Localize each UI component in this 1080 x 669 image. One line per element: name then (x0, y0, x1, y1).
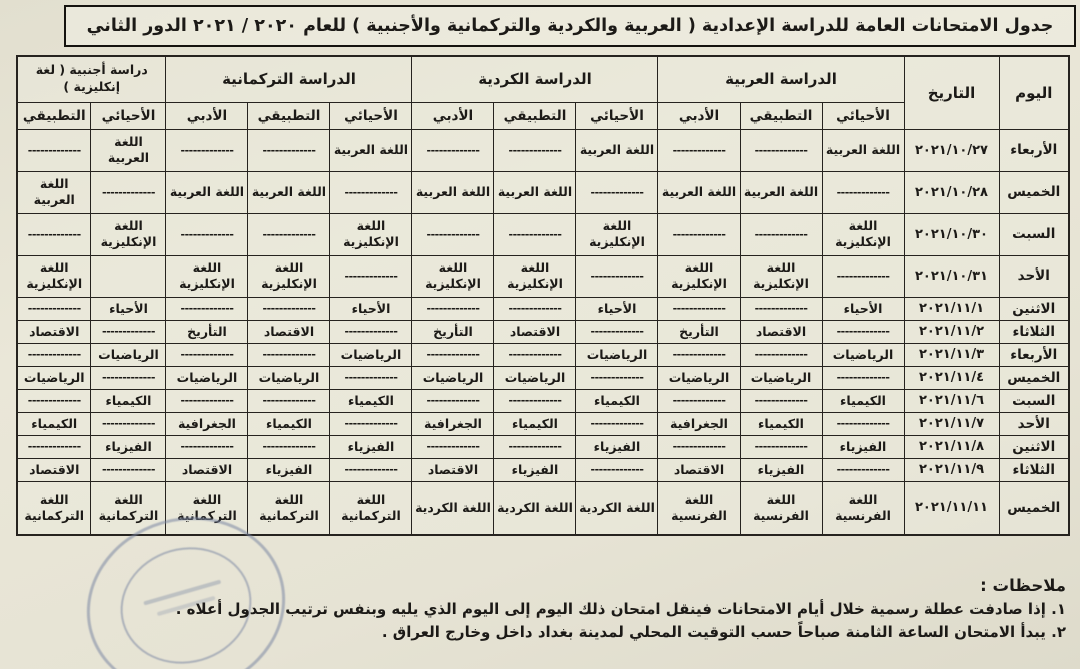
table-group-header-row (17, 56, 1069, 102)
no-exam-cell: ------------- (412, 343, 494, 366)
note-line-1: ١. إذا صادفت عطلة رسمية خلال أيام الامتحانات فينقل امتحان ذلك اليوم إلى اليوم الذي يليه وبنفس ترتيب الجدول أعلاه . (175, 600, 1066, 618)
subject-cell: الجغرافية (658, 412, 740, 435)
stream-header-kurdish-literary: الأدبي (412, 102, 494, 129)
subject-cell: الاقتصاد (17, 320, 91, 343)
date-cell: ٢٠٢١/١١/٤ (904, 366, 999, 389)
no-exam-cell: ------------- (822, 320, 904, 343)
no-exam-cell: ------------- (330, 412, 412, 435)
subject-cell: اللغة الإنكليزية (740, 255, 822, 297)
no-exam-cell: ------------- (166, 297, 248, 320)
no-exam-cell: ------------- (248, 389, 330, 412)
table-row (17, 435, 1069, 458)
subject-cell: الرياضيات (740, 366, 822, 389)
day-cell: الاثنين (999, 297, 1069, 320)
subject-cell: الرياضيات (576, 343, 658, 366)
no-exam-cell: ------------- (576, 366, 658, 389)
stream-header-foreign-applied: التطبيقي (17, 102, 91, 129)
no-exam-cell: ------------- (658, 389, 740, 412)
stream-header-arabic-biology: الأحيائي (822, 102, 904, 129)
stream-header-arabic-literary: الأدبي (658, 102, 740, 129)
notes-heading: ملاحظات : (980, 576, 1066, 595)
subject-cell: الكيمياء (576, 389, 658, 412)
subject-cell: اللغة الإنكليزية (330, 213, 412, 255)
table-row (17, 255, 1069, 297)
subject-cell: الرياضيات (248, 366, 330, 389)
subject-cell: الكيمياء (822, 389, 904, 412)
subject-cell: الاقتصاد (494, 320, 576, 343)
table-row (17, 213, 1069, 255)
subject-cell: اللغة الكردية (412, 481, 494, 535)
subject-cell: اللغة الإنكليزية (17, 255, 91, 297)
table-row (17, 297, 1069, 320)
no-exam-cell: ------------- (412, 297, 494, 320)
exam-schedule-table (16, 55, 1070, 536)
subject-cell: الفيزياء (91, 435, 166, 458)
table-row (17, 458, 1069, 481)
day-cell: الثلاثاء (999, 458, 1069, 481)
subject-cell: اللغة الإنكليزية (166, 255, 248, 297)
subject-cell: الجغرافية (166, 412, 248, 435)
subject-cell: اللغة العربية (166, 171, 248, 213)
no-exam-cell: ------------- (166, 213, 248, 255)
subject-cell: اللغة العربية (740, 171, 822, 213)
no-exam-cell: ------------- (740, 435, 822, 458)
no-exam-cell: ------------- (740, 343, 822, 366)
day-cell: الخميس (999, 481, 1069, 535)
no-exam-cell: ------------- (822, 366, 904, 389)
day-cell: الأربعاء (999, 343, 1069, 366)
subject-cell: الكيمياء (330, 389, 412, 412)
day-cell: الاثنين (999, 435, 1069, 458)
subject-cell: الاقتصاد (166, 458, 248, 481)
subject-cell: الاقتصاد (17, 458, 91, 481)
date-cell: ٢٠٢١/١٠/٣٠ (904, 213, 999, 255)
day-cell: الخميس (999, 366, 1069, 389)
group-header-kurdish-study: الدراسة الكردية (412, 56, 658, 102)
subject-cell: اللغة الكردية (494, 481, 576, 535)
subject-cell: الفيزياء (330, 435, 412, 458)
no-exam-cell: ------------- (494, 435, 576, 458)
no-exam-cell: ------------- (91, 366, 166, 389)
subject-cell: اللغة العربية (658, 171, 740, 213)
table-row (17, 171, 1069, 213)
no-exam-cell: ------------- (17, 389, 91, 412)
no-exam-cell: ------------- (822, 412, 904, 435)
subject-cell: اللغة العربية (412, 171, 494, 213)
no-exam-cell: ------------- (494, 343, 576, 366)
day-cell: الأحد (999, 412, 1069, 435)
subject-cell: الفيزياء (822, 435, 904, 458)
date-cell: ٢٠٢١/١١/٢ (904, 320, 999, 343)
no-exam-cell: ------------- (658, 435, 740, 458)
no-exam-cell: ------------- (412, 389, 494, 412)
subject-cell: التأريخ (412, 320, 494, 343)
date-cell: ٢٠٢١/١١/٩ (904, 458, 999, 481)
subject-cell: الرياضيات (494, 366, 576, 389)
no-exam-cell: ------------- (17, 435, 91, 458)
date-cell: ٢٠٢١/١٠/٢٧ (904, 129, 999, 171)
subject-cell: الكيمياء (494, 412, 576, 435)
subject-cell: الكيمياء (91, 389, 166, 412)
no-exam-cell: ------------- (740, 389, 822, 412)
subject-cell: اللغة الفرنسية (658, 481, 740, 535)
table-row (17, 366, 1069, 389)
subject-cell: الاقتصاد (248, 320, 330, 343)
no-exam-cell: ------------- (248, 213, 330, 255)
subject-cell: التأريخ (166, 320, 248, 343)
subject-cell: الأحياء (576, 297, 658, 320)
subject-cell: اللغة العربية (91, 129, 166, 171)
subject-cell: اللغة الإنكليزية (248, 255, 330, 297)
no-exam-cell: ------------- (494, 297, 576, 320)
subject-cell: الرياضيات (91, 343, 166, 366)
note-line-2: ٢. يبدأ الامتحان الساعة الثامنة صباحاً حسب التوقيت المحلي لمدينة بغداد داخل وخارج العراق . (381, 623, 1066, 642)
no-exam-cell: ------------- (330, 458, 412, 481)
no-exam-cell: ------------- (740, 213, 822, 255)
no-exam-cell: ------------- (822, 171, 904, 213)
no-exam-cell: ------------- (412, 129, 494, 171)
stream-header-kurdish-biology: الأحيائي (576, 102, 658, 129)
group-header-turkmen-study: الدراسة التركمانية (166, 56, 412, 102)
subject-cell: اللغة العربية (330, 129, 412, 171)
no-exam-cell: ------------- (658, 213, 740, 255)
subject-cell: الأحياء (822, 297, 904, 320)
no-exam-cell: ------------- (576, 255, 658, 297)
no-exam-cell: ------------- (248, 435, 330, 458)
subject-cell: الأحياء (91, 297, 166, 320)
subject-cell: اللغة الإنكليزية (822, 213, 904, 255)
subject-cell: الفيزياء (248, 458, 330, 481)
date-cell: ٢٠٢١/١١/٦ (904, 389, 999, 412)
table-row (17, 389, 1069, 412)
no-exam-cell: ------------- (17, 297, 91, 320)
no-exam-cell: ------------- (412, 213, 494, 255)
subject-cell: اللغة التركمانية (248, 481, 330, 535)
no-exam-cell: ------------- (166, 435, 248, 458)
subject-cell: اللغة الكردية (576, 481, 658, 535)
subject-cell: اللغة العربية (822, 129, 904, 171)
no-exam-cell: ------------- (658, 129, 740, 171)
subject-cell: الجغرافية (412, 412, 494, 435)
subject-cell: الاقتصاد (412, 458, 494, 481)
subject-cell: الكيمياء (248, 412, 330, 435)
table-row (17, 481, 1069, 535)
subject-cell: اللغة الفرنسية (740, 481, 822, 535)
date-cell: ٢٠٢١/١١/٧ (904, 412, 999, 435)
subject-cell: اللغة العربية (576, 129, 658, 171)
no-exam-cell: ------------- (91, 458, 166, 481)
subject-cell: اللغة الإنكليزية (91, 213, 166, 255)
subject-cell: اللغة العربية (248, 171, 330, 213)
no-exam-cell: ------------- (91, 412, 166, 435)
subject-cell: اللغة التركمانية (91, 481, 166, 535)
subject-cell: الرياضيات (166, 366, 248, 389)
date-cell: ٢٠٢١/١١/١ (904, 297, 999, 320)
no-exam-cell: ------------- (248, 129, 330, 171)
no-exam-cell: ------------- (248, 343, 330, 366)
day-cell: الأربعاء (999, 129, 1069, 171)
no-exam-cell: ------------- (740, 297, 822, 320)
no-exam-cell: ------------- (330, 255, 412, 297)
subject-cell: اللغة الإنكليزية (412, 255, 494, 297)
date-column-header: التاريخ (904, 56, 999, 129)
no-exam-cell: ------------- (494, 129, 576, 171)
subject-cell: الفيزياء (494, 458, 576, 481)
no-exam-cell: ------------- (822, 458, 904, 481)
subject-cell (91, 255, 166, 297)
page-title: جدول الامتحانات العامة للدراسة الإعدادية ( العربية والكردية والتركمانية والأجنبية ) للعام ٢٠٢٠ / ٢٠٢١ الدور الثاني (64, 5, 1076, 47)
subject-cell: اللغة التركمانية (166, 481, 248, 535)
no-exam-cell: ------------- (248, 297, 330, 320)
no-exam-cell: ------------- (330, 171, 412, 213)
no-exam-cell: ------------- (91, 320, 166, 343)
subject-cell: الاقتصاد (658, 458, 740, 481)
stream-header-foreign-biology: الأحيائي (91, 102, 166, 129)
subject-cell: الكيمياء (740, 412, 822, 435)
subject-cell: الرياضيات (658, 366, 740, 389)
exam-table-body (17, 129, 1069, 535)
day-cell: الثلاثاء (999, 320, 1069, 343)
no-exam-cell: ------------- (658, 343, 740, 366)
table-row (17, 343, 1069, 366)
stream-header-kurdish-applied: التطبيقي (494, 102, 576, 129)
subject-cell: الرياضيات (330, 343, 412, 366)
no-exam-cell: ------------- (17, 213, 91, 255)
stream-header-arabic-applied: التطبيقي (740, 102, 822, 129)
group-header-foreign-study: دراسة أجنبية ( لغة إنكليزية ) (17, 56, 166, 102)
no-exam-cell: ------------- (576, 412, 658, 435)
subject-cell: الرياضيات (412, 366, 494, 389)
subject-cell: الفيزياء (740, 458, 822, 481)
no-exam-cell: ------------- (658, 297, 740, 320)
day-cell: الخميس (999, 171, 1069, 213)
subject-cell: الاقتصاد (740, 320, 822, 343)
subject-cell: التأريخ (658, 320, 740, 343)
no-exam-cell: ------------- (494, 389, 576, 412)
subject-cell: اللغة الإنكليزية (576, 213, 658, 255)
day-cell: السبت (999, 389, 1069, 412)
no-exam-cell: ------------- (166, 389, 248, 412)
no-exam-cell: ------------- (166, 129, 248, 171)
group-header-arabic-study: الدراسة العربية (658, 56, 904, 102)
stream-header-turkmen-applied: التطبيقي (248, 102, 330, 129)
date-cell: ٢٠٢١/١١/١١ (904, 481, 999, 535)
date-cell: ٢٠٢١/١١/٨ (904, 435, 999, 458)
no-exam-cell: ------------- (166, 343, 248, 366)
subject-cell: اللغة العربية (494, 171, 576, 213)
date-cell: ٢٠٢١/١١/٣ (904, 343, 999, 366)
subject-cell: اللغة الفرنسية (822, 481, 904, 535)
no-exam-cell: ------------- (576, 320, 658, 343)
subject-cell: الرياضيات (822, 343, 904, 366)
no-exam-cell: ------------- (576, 171, 658, 213)
table-row (17, 412, 1069, 435)
subject-cell: الأحياء (330, 297, 412, 320)
subject-cell: اللغة الإنكليزية (658, 255, 740, 297)
subject-cell: الرياضيات (17, 366, 91, 389)
stream-header-turkmen-literary: الأدبي (166, 102, 248, 129)
day-cell: الأحد (999, 255, 1069, 297)
subject-cell: الفيزياء (576, 435, 658, 458)
date-cell: ٢٠٢١/١٠/٢٨ (904, 171, 999, 213)
subject-cell: اللغة العربية (17, 171, 91, 213)
no-exam-cell: ------------- (17, 343, 91, 366)
subject-cell: اللغة الإنكليزية (494, 255, 576, 297)
no-exam-cell: ------------- (822, 255, 904, 297)
notes-section (66, 576, 1066, 645)
no-exam-cell: ------------- (330, 366, 412, 389)
no-exam-cell: ------------- (17, 129, 91, 171)
no-exam-cell: ------------- (330, 320, 412, 343)
table-row (17, 129, 1069, 171)
stream-header-turkmen-biology: الأحيائي (330, 102, 412, 129)
date-cell: ٢٠٢١/١٠/٣١ (904, 255, 999, 297)
subject-cell: الكيمياء (17, 412, 91, 435)
no-exam-cell: ------------- (494, 213, 576, 255)
subject-cell: اللغة التركمانية (17, 481, 91, 535)
day-cell: السبت (999, 213, 1069, 255)
table-row (17, 320, 1069, 343)
subject-cell: اللغة التركمانية (330, 481, 412, 535)
no-exam-cell: ------------- (740, 129, 822, 171)
no-exam-cell: ------------- (91, 171, 166, 213)
no-exam-cell: ------------- (576, 458, 658, 481)
day-column-header: اليوم (999, 56, 1069, 129)
no-exam-cell: ------------- (412, 435, 494, 458)
